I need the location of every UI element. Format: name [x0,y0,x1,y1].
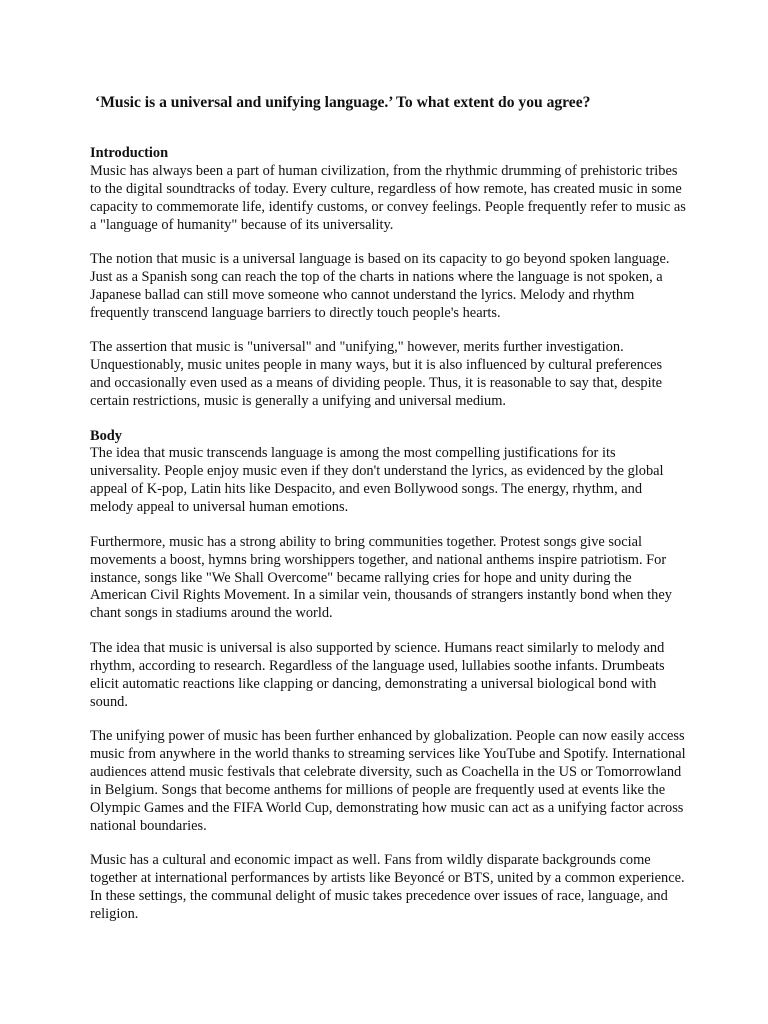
body-paragraph-2: Furthermore, music has a strong ability to bring communities together. Protest songs give social movements a boost, hymns bring worshippers together, and national anthems inspire patriotism. For instance, songs like "We Shall Overcome" became rallying cries for hope and unity during the American Civil Rights Movement. In a similar vein, thousands of strangers instantly bond when they chant songs in stadiums around the world. [90,533,672,622]
section-heading-introduction: Introduction [90,145,169,161]
section-heading-body: Body [90,427,122,444]
section-introduction [90,145,686,411]
body-paragraph-3: The idea that music is universal is also supported by science. Humans react similarly to melody and rhythm, according to research. Regardless of the language used, lullabies soothe infants. Drumbeats elicit automatic reactions like clapping or dancing, demonstrating a universal biological bond with sound. [90,639,665,710]
essay-body [90,145,686,940]
body-paragraph-4: The unifying power of music has been further enhanced by globalization. People can now easily access music from anywhere in the world thanks to streaming services like YouTube and Spotify. International audiences attend music festivals that celebrate diversity, such as Coachella in the US or Tomorrowland in Belgium. Songs that become anthems for millions of people are frequently used at events like the Olympic Games and the FIFA World Cup, demonstrating how music can act as a unifying factor across national boundaries. [90,728,686,834]
essay-title: ‘Music is a universal and unifying language.’ To what extent do you agree? [95,94,591,111]
intro-paragraph-1: Music has always been a part of human civilization, from the rhythmic drumming of prehistoric tribes to the digital soundtracks of today. Every culture, regardless of how remote, has created music in some capacity to commemorate life, identify customs, or convey feelings. People frequently refer to music as a "language of humanity" because of its universality. [90,162,686,233]
section-body [90,428,686,924]
intro-paragraph-2: The notion that music is a universal language is based on its capacity to go beyond spoken language. Just as a Spanish song can reach the top of the charts in nations where the language is not spoken, a Japanese ballad can still move someone who cannot understand the lyrics. Melody and rhythm frequently transcend language barriers to directly touch people's hearts. [90,251,670,321]
body-paragraph-1: The idea that music transcends language is among the most compelling justifications for its universality. People enjoy music even if they don't understand the lyrics, as evidenced by the global appeal of K-pop, Latin hits like Despacito, and even Bollywood songs. The energy, rhythm, and melody appeal to universal human emotions. [90,445,664,516]
intro-paragraph-3: The assertion that music is "universal" and "unifying," however, merits further investigation. Unquestionably, music unites people in many ways, but it is also influenced by cultural preferences and occasionally even used as a means of dividing people. Thus, it is reasonable to say that, despite certain restrictions, music is generally a unifying and universal medium. [90,339,663,410]
body-paragraph-5: Music has a cultural and economic impact as well. Fans from wildly disparate backgrounds come together at international performances by artists like Beyoncé or BTS, united by a common experience. In these settings, the communal delight of music takes precedence over issues of race, language, and religion. [90,852,685,922]
